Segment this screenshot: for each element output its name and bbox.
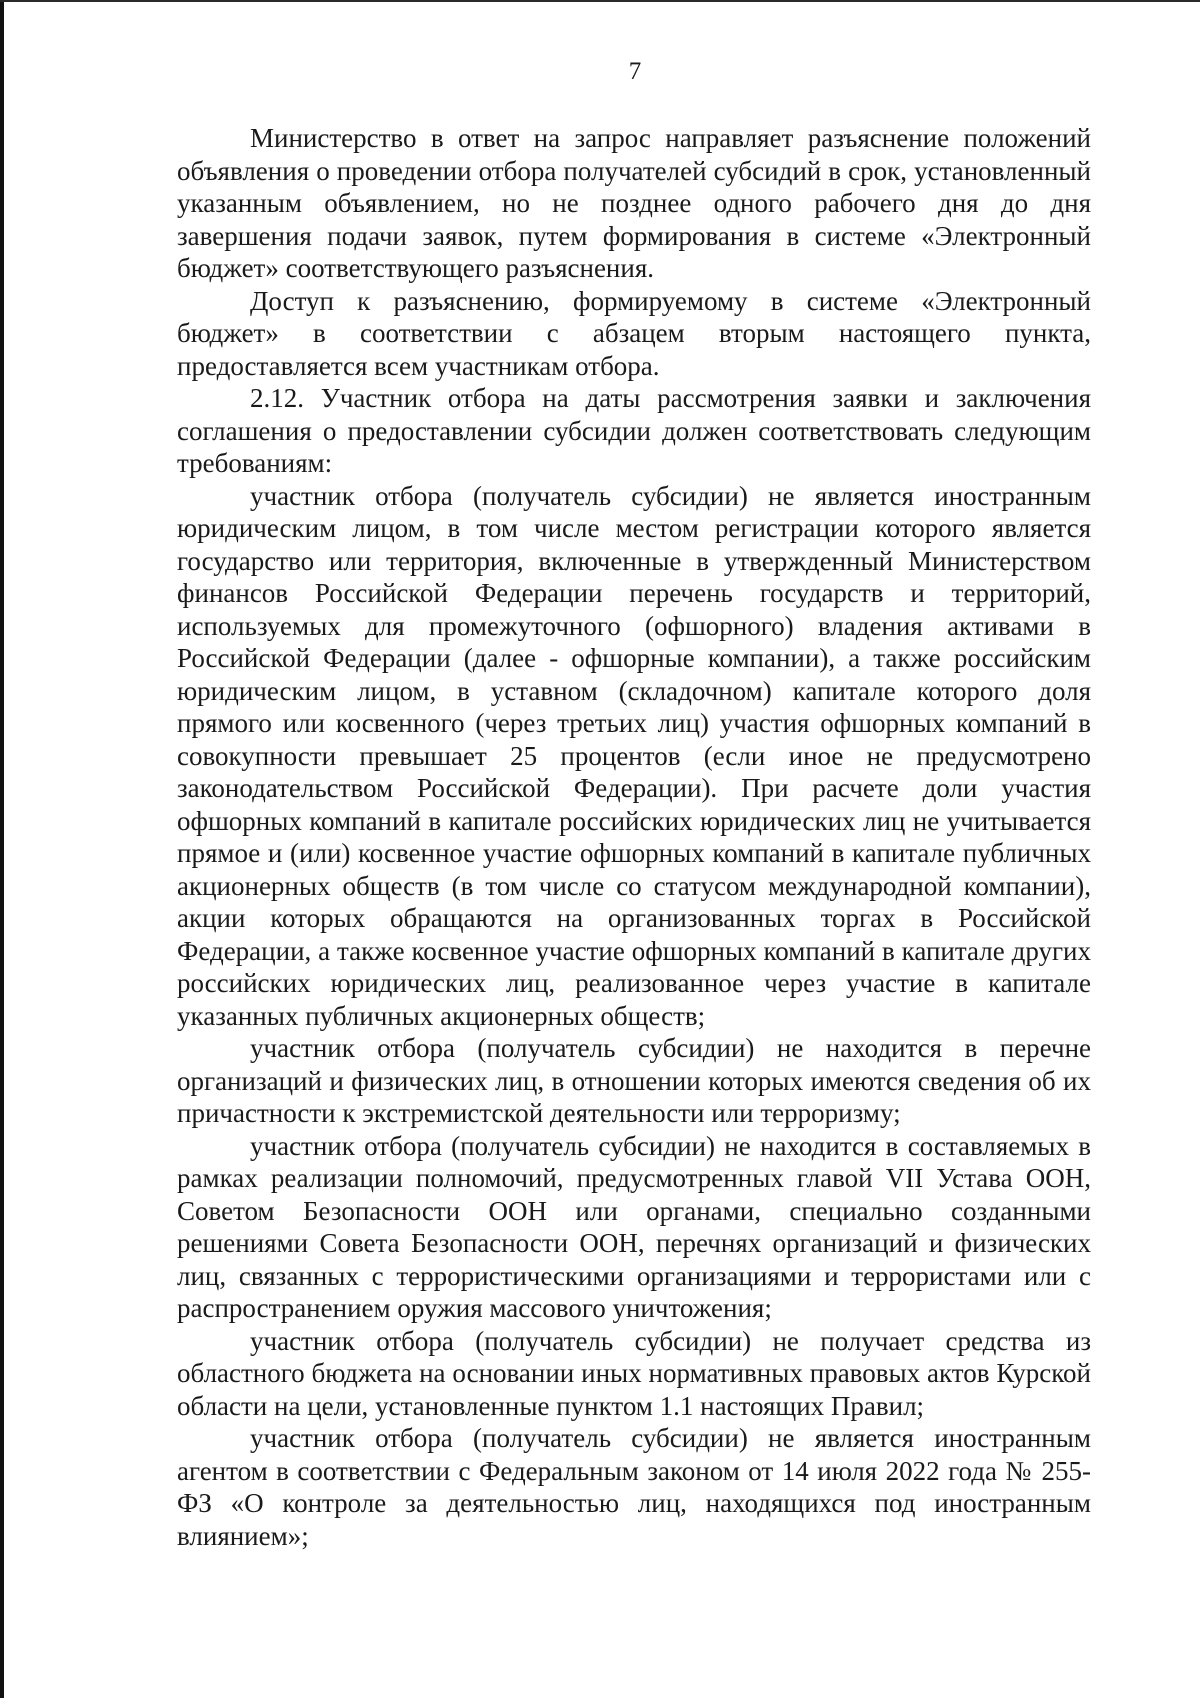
document-body xyxy=(177,122,1091,1552)
paragraph-requirement-extremism: участник отбора (получатель субсидии) не находится в перечне организаций и физических лиц, в отношении которых имеются сведения об их причастности к экстремистской деятельности или терроризму; xyxy=(177,1033,1091,1128)
paragraph-requirement-foreign-agent: участник отбора (получатель субсидии) не является иностранным агентом в соответствии с Федеральным законом от 14 июля 2022 года № 255-ФЗ «О контроле за деятельностью лиц, находящихся под иностранным влиянием»; xyxy=(177,1423,1091,1551)
scan-border-left xyxy=(0,0,4,1698)
paragraph-requirement-offshore: участник отбора (получатель субсидии) не является иностранным юридическим лицом, в том числе местом регистрации которого является государство или территория, включенные в утвержденный Министерством финансов Российской Федерации перечень государств и территорий, используемых для промежуточного (офшорного) владения активами в Российской Федерации (далее - офшорные компании), а также российским юридическим лицом, в уставном (складочном) капитале которого доля прямого или косвенного (через третьих лиц) участия офшорных компаний в совокупности превышает 25 процентов (если иное не предусмотрено законодательством Российской Федерации). При расчете доли участия офшорных компаний в капитале российских юридических лиц не учитывается прямое и (или) косвенное участие офшорных компаний в капитале публичных акционерных обществ (в том числе со статусом международной компании), акции которых обращаются на организованных торгах в Российской Федерации, а также косвенное участие офшорных компаний в капитале других российских юридических лиц, реализованное через участие в капитале указанных публичных акционерных обществ; xyxy=(177,480,1091,1031)
paragraph-requirement-budget: участник отбора (получатель субсидии) не получает средства из областного бюджета на основании иных нормативных правовых актов Курской области на цели, установленные пунктом 1.1 настоящих Правил; xyxy=(177,1325,1091,1421)
paragraph-requirement-un-lists: участник отбора (получатель субсидии) не находится в составляемых в рамках реализации полномочий, предусмотренных главой VII Устава ООН, Советом Безопасности ООН или органами, специально созданными решениями Совета Безопасности ООН, перечнях организаций и физических лиц, связанных с террористическими организациями и террористами или с распространением оружия массового уничтожения; xyxy=(177,1130,1091,1323)
paragraph-clarification: Министерство в ответ на запрос направляет разъяснение положений объявления о проведении отбора получателей субсидий в срок, установленный указанным объявлением, но не позднее одного рабочего дня до дня завершения подачи заявок, путем формирования в системе «Электронный бюджет» соответствующего разъяснения. xyxy=(177,123,1091,283)
paragraph-access: Доступ к разъяснению, формируемому в системе «Электронный бюджет» в соответствии с абзацем вторым настоящего пункта, предоставляется всем участникам отбора. xyxy=(177,285,1091,381)
scan-border-top xyxy=(0,0,1200,2)
page-number: 7 xyxy=(628,58,642,85)
paragraph-section-2-12: 2.12. Участник отбора на даты рассмотрения заявки и заключения соглашения о предоставлении субсидии должен соответствовать следующим требованиям: xyxy=(177,383,1091,478)
